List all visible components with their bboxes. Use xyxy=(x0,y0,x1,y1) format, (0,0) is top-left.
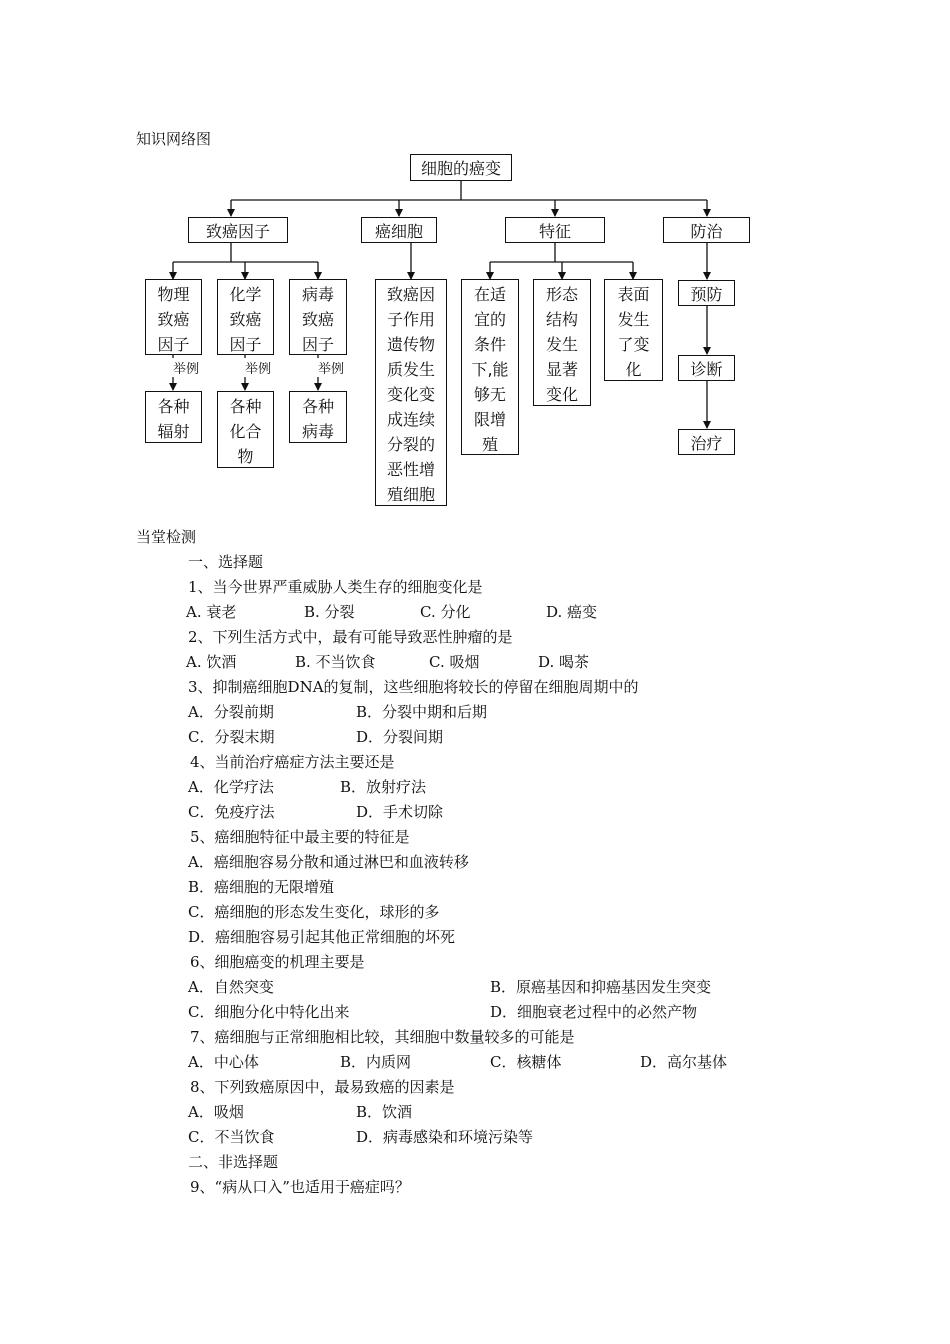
example-label-1: 举例 xyxy=(172,358,200,377)
q3-option-c: C．分裂末期 xyxy=(188,728,275,746)
question-8: 8、下列致癌原因中，最易致癌的因素是 xyxy=(190,1078,455,1096)
question-3: 3、抑制癌细胞DNA的复制，这些细胞将较长的停留在细胞周期中的 xyxy=(188,678,639,696)
example-label-3: 举例 xyxy=(317,358,345,377)
q7-option-c: C．核糖体 xyxy=(490,1053,562,1071)
prevention-step-diagnose: 诊断 xyxy=(678,355,735,381)
q7-option-d: D．高尔基体 xyxy=(640,1053,728,1071)
branch-cancer-cell: 癌细胞 xyxy=(361,217,437,243)
example-label-2: 举例 xyxy=(244,358,272,377)
q1-option-d: D. 癌变 xyxy=(546,603,598,621)
example-viruses: 各种 病毒 xyxy=(289,391,347,443)
q3-option-a: A．分裂前期 xyxy=(188,703,274,721)
q5-option-c: C．癌细胞的形态发生变化，球形的多 xyxy=(188,903,440,921)
question-7: 7、癌细胞与正常细胞相比较，其细胞中数量较多的可能是 xyxy=(190,1028,575,1046)
q1-option-c: C. 分化 xyxy=(420,603,471,621)
section-title: 当堂检测 xyxy=(136,528,197,546)
q1-option-a: A. 衰老 xyxy=(186,603,237,621)
q7-option-a: A．中心体 xyxy=(188,1053,259,1071)
q1-option-b: B. 分裂 xyxy=(304,603,355,621)
feature-unlimited-growth: 在适 宜的 条件 下,能 够无 限增 殖 xyxy=(461,279,519,455)
question-4: 4、当前治疗癌症方法主要还是 xyxy=(190,753,395,771)
branch-features: 特征 xyxy=(505,217,605,243)
q6-option-a: A．自然突变 xyxy=(188,978,274,996)
feature-morphology: 形态 结构 发生 显著 变化 xyxy=(533,279,591,406)
q2-option-b: B. 不当饮食 xyxy=(295,653,376,671)
q4-option-d: D．手术切除 xyxy=(356,803,444,821)
prevention-step-treat: 治疗 xyxy=(678,429,735,455)
q6-option-d: D．细胞衰老过程中的必然产物 xyxy=(490,1003,698,1021)
question-9: 9、“病从口入”也适用于癌症吗？ xyxy=(190,1178,410,1196)
q8-option-a: A．吸烟 xyxy=(188,1103,244,1121)
q4-option-b: B．放射疗法 xyxy=(340,778,427,796)
q8-option-c: C．不当饮食 xyxy=(188,1128,275,1146)
q6-option-b: B．原癌基因和抑癌基因发生突变 xyxy=(490,978,712,996)
q7-option-b: B．内质网 xyxy=(340,1053,412,1071)
q2-option-c: C. 吸烟 xyxy=(429,653,480,671)
q8-option-d: D．病毒感染和环境污染等 xyxy=(356,1128,534,1146)
branch-prevention: 防治 xyxy=(663,217,750,243)
q4-option-a: A．化学疗法 xyxy=(188,778,274,796)
carcinogen-physical: 物理 致癌 因子 xyxy=(145,279,202,355)
example-radiation: 各种 辐射 xyxy=(145,391,202,443)
carcinogen-chemical: 化学 致癌 因子 xyxy=(217,279,274,355)
q2-option-d: D. 喝茶 xyxy=(538,653,590,671)
branch-carcinogen: 致癌因子 xyxy=(188,217,288,243)
q3-option-d: D．分裂间期 xyxy=(356,728,444,746)
q6-option-c: C．细胞分化中特化出来 xyxy=(188,1003,350,1021)
carcinogen-virus: 病毒 致癌 因子 xyxy=(289,279,347,355)
part2-heading: 二、非选择题 xyxy=(188,1153,279,1171)
feature-surface: 表面 发生 了变 化 xyxy=(604,279,663,381)
example-compounds: 各种 化合 物 xyxy=(217,391,274,468)
question-5: 5、癌细胞特征中最主要的特征是 xyxy=(190,828,410,846)
cancer-cell-definition: 致癌因 子作用 遗传物 质发生 变化变 成连续 分裂的 恶性增 殖细胞 xyxy=(375,279,447,506)
diagram-heading: 知识网络图 xyxy=(136,130,212,148)
question-2: 2、下列生活方式中，最有可能导致恶性肿瘤的是 xyxy=(188,628,513,646)
q4-option-c: C．免疫疗法 xyxy=(188,803,275,821)
q8-option-b: B．饮酒 xyxy=(356,1103,413,1121)
diagram-root: 细胞的癌变 xyxy=(410,154,512,181)
q5-option-a: A．癌细胞容易分散和通过淋巴和血液转移 xyxy=(188,853,469,871)
prevention-step-prevent: 预防 xyxy=(678,280,735,306)
q5-option-d: D．癌细胞容易引起其他正常细胞的坏死 xyxy=(188,928,456,946)
question-1: 1、当今世界严重威胁人类生存的细胞变化是 xyxy=(188,578,483,596)
q3-option-b: B．分裂中期和后期 xyxy=(356,703,488,721)
q2-option-a: A. 饮酒 xyxy=(186,653,237,671)
q5-option-b: B．癌细胞的无限增殖 xyxy=(188,878,335,896)
part1-heading: 一、选择题 xyxy=(188,553,264,571)
question-6: 6、细胞癌变的机理主要是 xyxy=(190,953,365,971)
